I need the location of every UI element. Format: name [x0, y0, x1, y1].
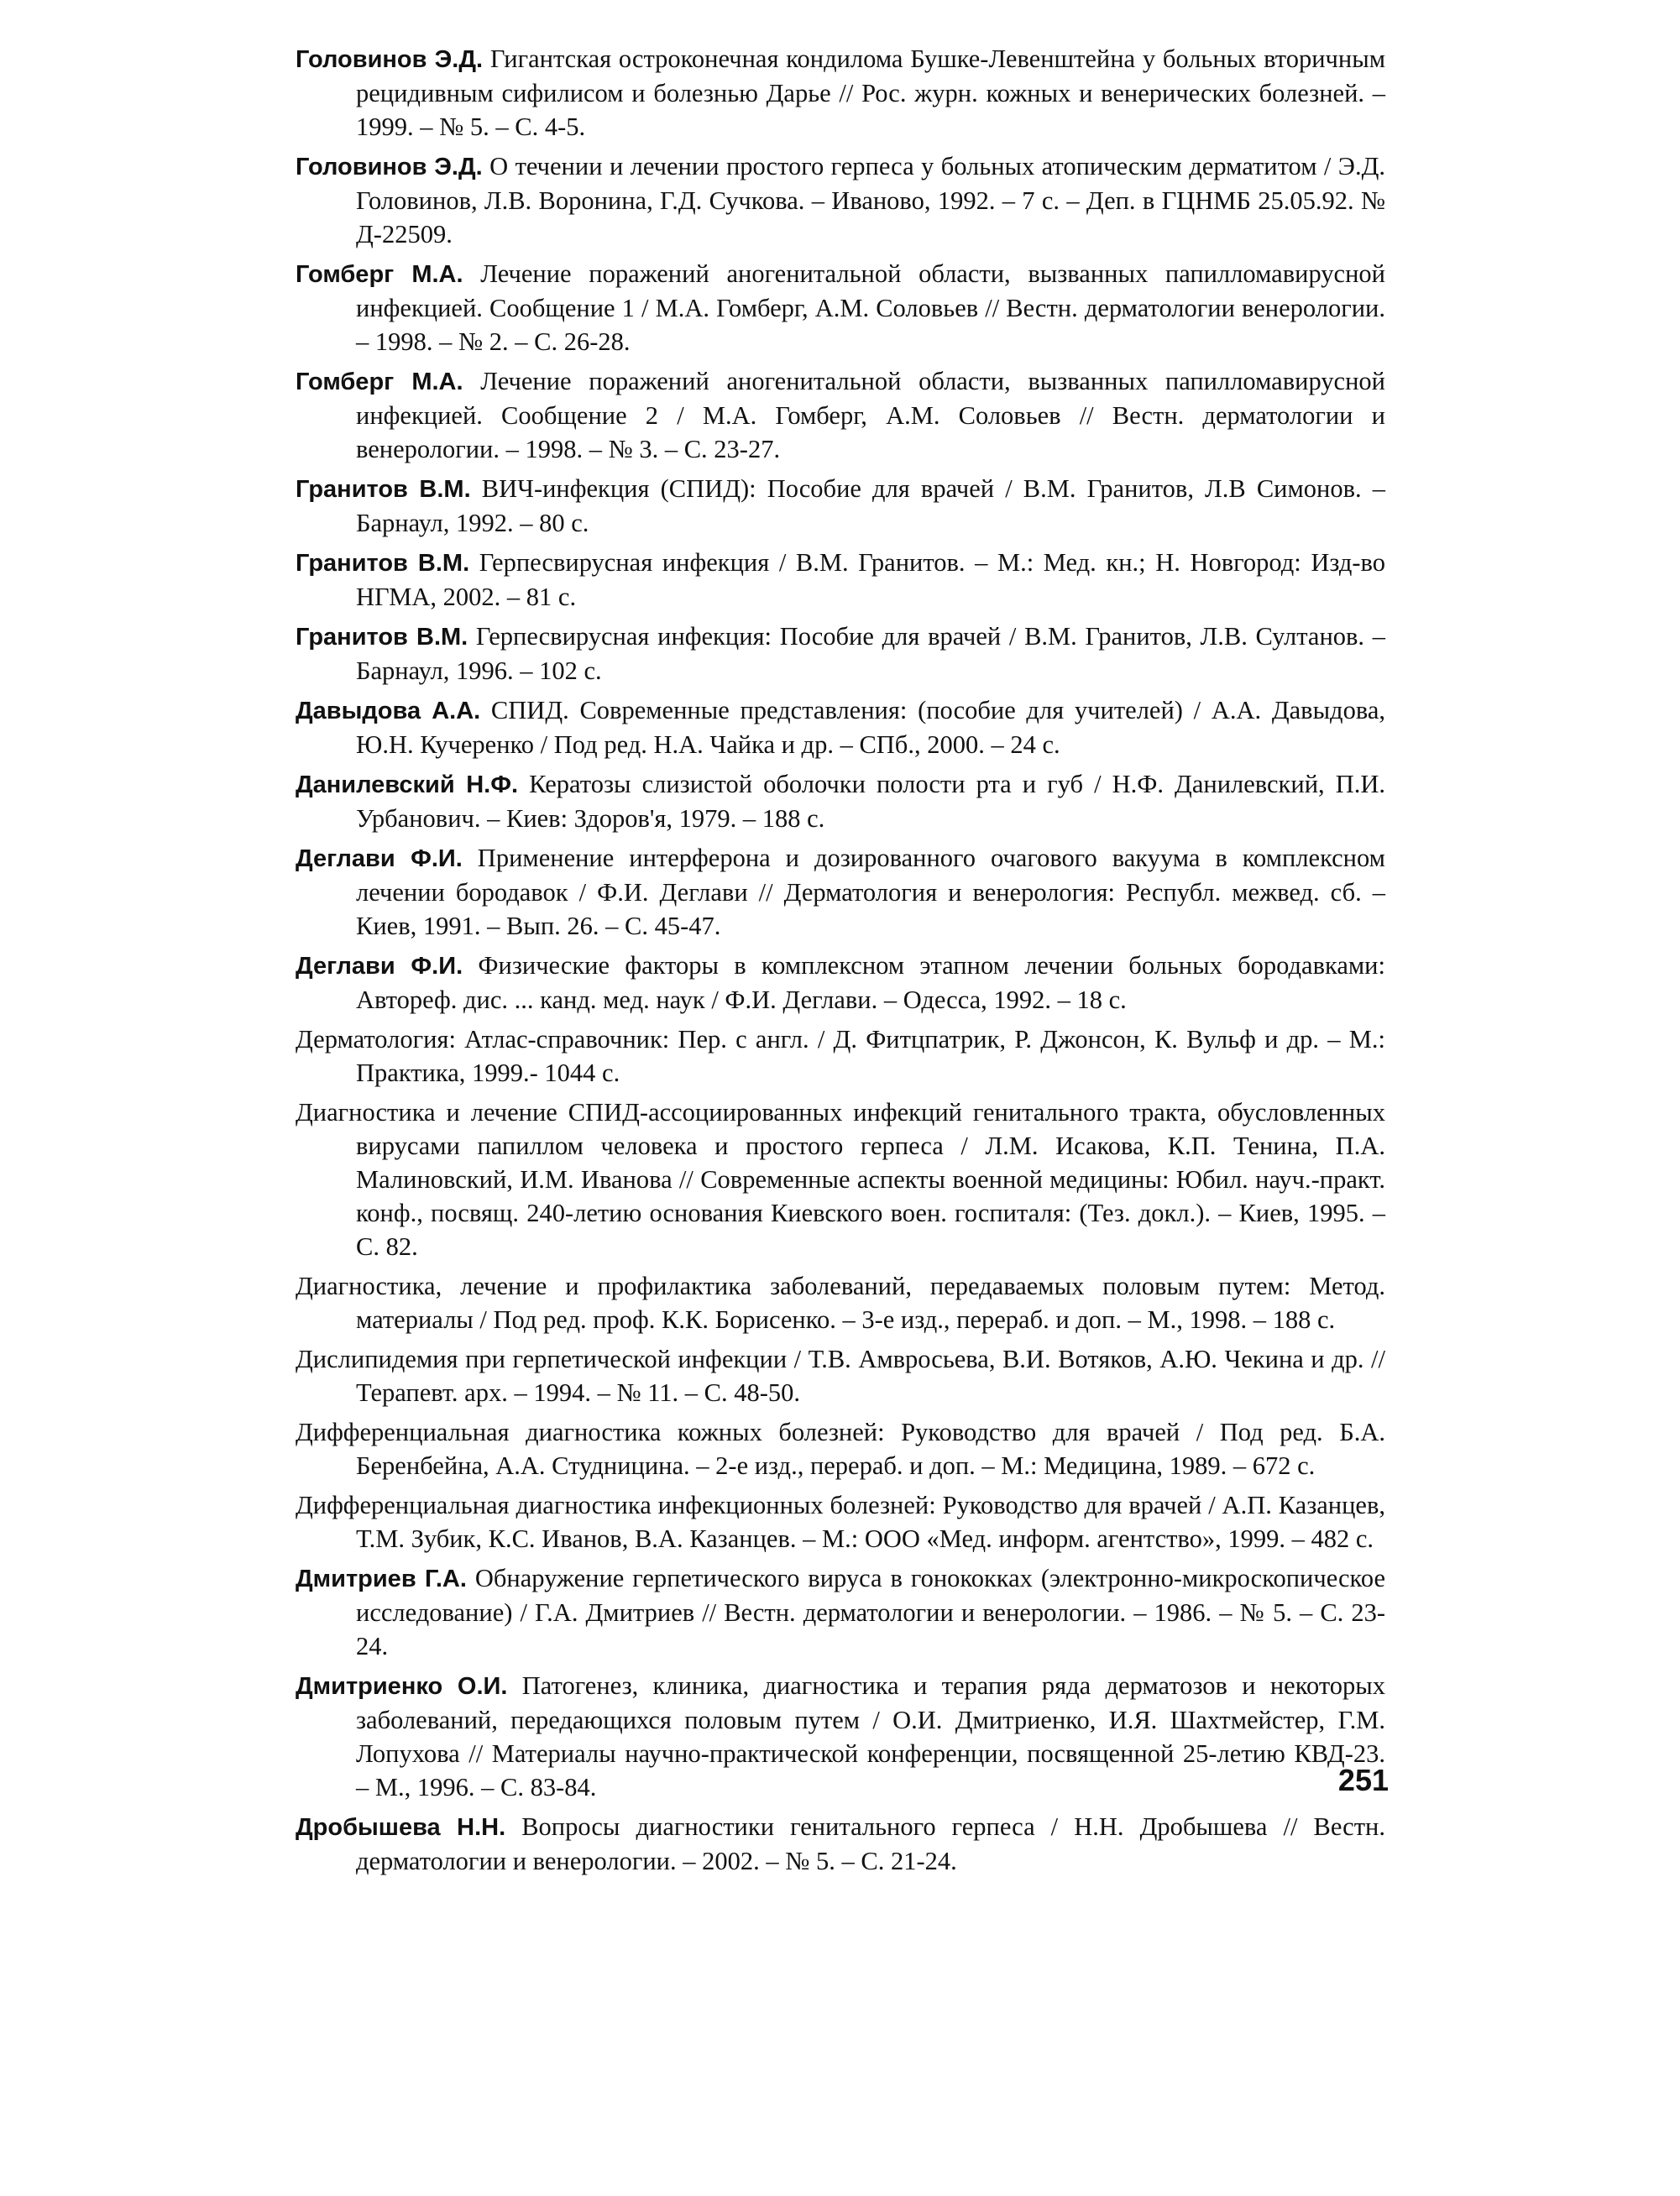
entry-text: Гигантская остроконечная кондилома Бушке-Левенштейна у больных вторичным рецидивным сифилисом и болезнью Дарье // Рос. журн. кожных и венерических болезней. – 1999. – № 5. – С. 4-5.	[356, 44, 1386, 141]
bibliography-entry	[296, 1810, 1385, 1878]
bibliography-list	[296, 42, 1385, 1884]
entry-text: Дерматология: Атлас-справочник: Пер. с англ. / Д. Фитцпатрик, Р. Джонсон, К. Вульф и др. – М.: Практика, 1999.- 1044 с.	[296, 1025, 1385, 1087]
entry-text: Лечение поражений аногенитальной области, вызванных папилломавирусной инфекцией. Сообщение 2 / М.А. Гомберг, А.М. Соловьев // Вестн. дерматологии и венерологии. – 1998. – № 3. – С. 23-27.	[356, 367, 1385, 463]
entry-author: Давыдова А.А.	[296, 698, 481, 724]
entry-author: Данилевский Н.Ф.	[296, 771, 519, 798]
entry-author: Гранитов В.М.	[296, 550, 470, 577]
entry-text: Вопросы диагностики генитального герпеса / Н.Н. Дробышева // Вестн. дерматологии и венерологии. – 2002. – № 5. – С. 21-24.	[356, 1812, 1385, 1875]
bibliography-entry	[296, 1342, 1385, 1409]
entry-text: Физические факторы в комплексном этапном лечении больных бородавками: Автореф. дис. ... канд. мед. наук / Ф.И. Деглави. – Одесса, 1992. – 18 с.	[356, 951, 1385, 1014]
entry-author: Деглави Ф.И.	[296, 845, 463, 872]
entry-text: Применение интерферона и дозированного очагового вакуума в комплексном лечении бородавок / Ф.И. Деглави // Дерматология и венерология: Республ. межвед. сб. – Киев, 1991. – Вып. 26. – С. 45-47.	[356, 844, 1385, 940]
entry-author: Дробышева Н.Н.	[296, 1814, 506, 1841]
bibliography-entry	[296, 1022, 1385, 1090]
entry-text: Герпесвирусная инфекция / В.М. Гранитов. – М.: Мед. кн.; Н. Новгород: Изд-во НГМА, 2002. – 81 с.	[356, 548, 1385, 611]
entry-text: Патогенез, клиника, диагностика и терапия ряда дерматозов и некоторых заболеваний, передающихся половым путем / О.И. Дмитриенко, И.Я. Шахтмейстер, Г.М. Лопухова // Материалы научно-практической конференции, посвященной 25-летию КВД-23. – М., 1996. – С. 83-84.	[356, 1671, 1385, 1801]
entry-author: Головинов Э.Д.	[296, 154, 483, 180]
entry-text: Обнаружение герпетического вируса в гонококках (электронно-микроскопическое исследование) / Г.А. Дмитриев // Вестн. дерматологии и венерологии. – 1986. – № 5. – С. 23-24.	[356, 1564, 1385, 1660]
entry-text: ВИЧ-инфекция (СПИД): Пособие для врачей / В.М. Гранитов, Л.В Симонов. – Барнаул, 1992. – 80 с.	[356, 474, 1385, 537]
bibliography-entry	[296, 620, 1385, 688]
bibliography-entry	[296, 841, 1385, 943]
bibliography-entry	[296, 546, 1385, 614]
bibliography-entry	[296, 472, 1385, 540]
entry-text: Диагностика, лечение и профилактика заболеваний, передаваемых половым путем: Метод. материалы / Под ред. проф. К.К. Борисенко. – 3-е изд., перераб. и доп. – М., 1998. – 188 с.	[296, 1272, 1385, 1334]
bibliography-entry	[296, 1269, 1385, 1336]
bibliography-entry	[296, 1095, 1385, 1263]
entry-author: Гомберг М.А.	[296, 261, 463, 288]
entry-author: Гомберг М.А.	[296, 369, 463, 395]
entry-text: Дислипидемия при герпетической инфекции / Т.В. Амвросьева, В.И. Вотяков, А.Ю. Чекина и др. // Терапевт. арх. – 1994. – № 11. – С. 48-50.	[296, 1345, 1385, 1407]
entry-text: СПИД. Современные представления: (пособие для учителей) / А.А. Давыдова, Ю.Н. Кучеренко / Под ред. Н.А. Чайка и др. – СПб., 2000. – 24 с.	[356, 696, 1385, 759]
entry-author: Гранитов В.М.	[296, 624, 468, 651]
entry-text: Дифференциальная диагностика инфекционных болезней: Руководство для врачей / А.П. Казанцев, Т.М. Зубик, К.С. Иванов, В.А. Казанцев. – М.: ООО «Мед. информ. агентство», 1999. – 482 с.	[296, 1491, 1385, 1553]
entry-author: Дмитриев Г.А.	[296, 1566, 467, 1592]
bibliography-entry	[296, 149, 1385, 251]
entry-text: Кератозы слизистой оболочки полости рта и губ / Н.Ф. Данилевский, П.И. Урбанович. – Киев: Здоров'я, 1979. – 188 с.	[356, 770, 1385, 833]
bibliography-entry	[296, 949, 1385, 1017]
entry-text: Герпесвирусная инфекция: Пособие для врачей / В.М. Гранитов, Л.В. Султанов. – Барнаул, 1996. – 102 с.	[356, 622, 1385, 685]
bibliography-entry	[296, 1488, 1385, 1556]
bibliography-entry	[296, 767, 1385, 835]
entry-author: Деглави Ф.И.	[296, 953, 463, 980]
entry-author: Головинов Э.Д.	[296, 46, 484, 73]
bibliography-entry	[296, 257, 1385, 358]
bibliography-entry	[296, 364, 1385, 466]
entry-text: Лечение поражений аногенитальной области, вызванных папилломавирусной инфекцией. Сообщение 1 / М.А. Гомберг, А.М. Соловьев // Вестн. дерматологии венерологии. – 1998. – № 2. – С. 26-28.	[356, 259, 1385, 356]
bibliography-entry	[296, 1669, 1385, 1804]
entry-author: Дмитриенко О.И.	[296, 1673, 508, 1700]
bibliography-entry	[296, 1415, 1385, 1482]
entry-author: Гранитов В.М.	[296, 476, 471, 503]
page-number: 251	[1337, 1763, 1389, 1797]
bibliography-entry	[296, 693, 1385, 761]
entry-text: Диагностика и лечение СПИД-ассоциированных инфекций генитального тракта, обусловленных вирусами папиллом человека и простого герпеса / Л.М. Исакова, К.П. Тенина, П.А. Малиновский, И.М. Иванова // Современные аспекты военной медицины: Юбил. науч.-практ. конф., посвящ. 240-летию основания Киевского воен. госпиталя: (Тез. докл.). – Киев, 1995. – С. 82.	[296, 1098, 1385, 1261]
bibliography-entry	[296, 1561, 1385, 1663]
bibliography-entry	[296, 42, 1385, 144]
entry-text: О течении и лечении простого герпеса у больных атопическим дерматитом / Э.Д. Головинов, Л.В. Воронина, Г.Д. Сучкова. – Иваново, 1992. – 7 с. – Деп. в ГЦНМБ 25.05.92. № Д-22509.	[356, 152, 1385, 248]
entry-text: Дифференциальная диагностика кожных болезней: Руководство для врачей / Под ред. Б.А. Беренбейна, А.А. Студницина. – 2-е изд., перераб. и доп. – М.: Медицина, 1989. – 672 с.	[296, 1418, 1385, 1480]
